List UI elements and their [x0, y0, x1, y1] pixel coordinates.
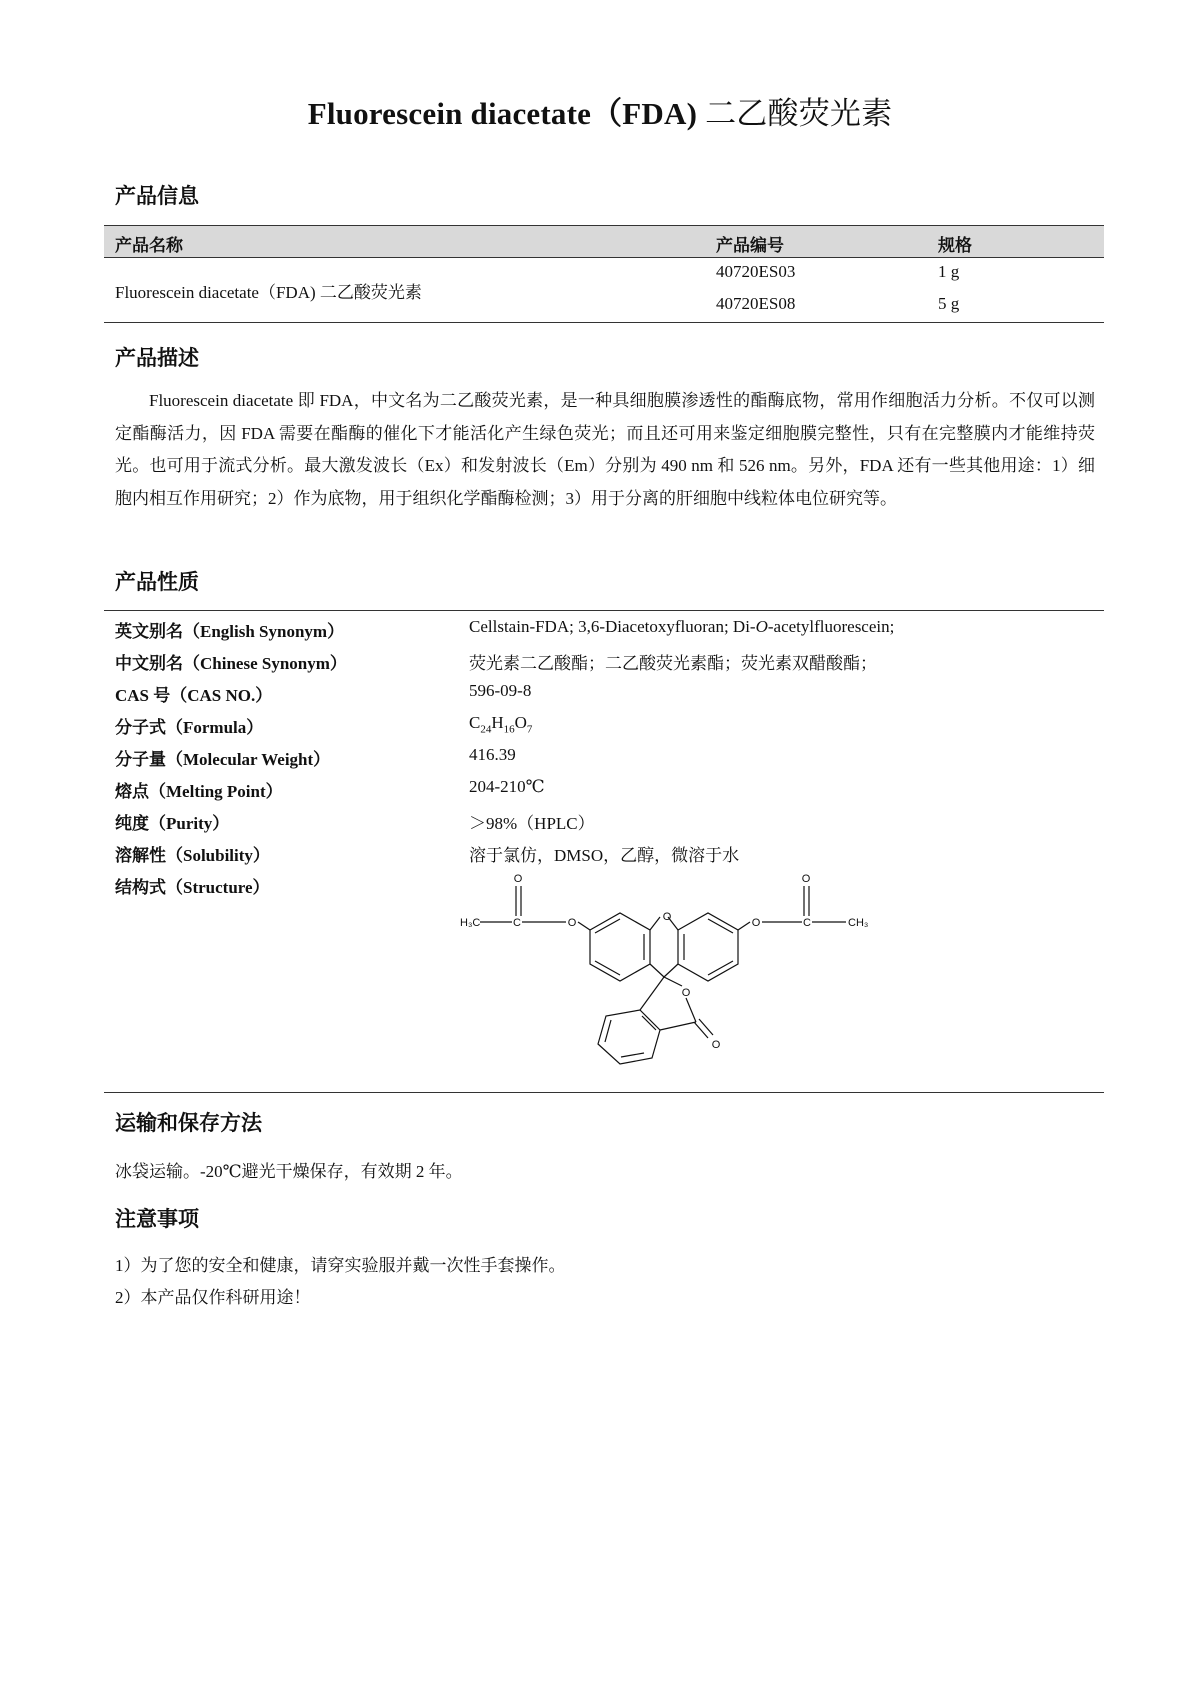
section-heading-storage: 运输和保存方法 [115, 1111, 262, 1135]
methyl-left-label: H₃C [460, 917, 481, 929]
section-heading-info: 产品信息 [115, 184, 199, 208]
lactone-oxygen-label: O [681, 987, 691, 999]
title-chinese: 二乙酸荧光素 [697, 96, 893, 131]
property-value: 溶于氯仿，DMSO，乙醇，微溶于水 [469, 846, 740, 865]
property-row [104, 707, 1104, 739]
product-info-table [104, 225, 1104, 323]
cell-product-name: Fluorescein diacetate（FDA) 二乙酸荧光素 [115, 283, 422, 302]
table-body [104, 258, 1104, 323]
property-value: 596-09-8 [469, 681, 532, 700]
page-title [0, 88, 1200, 133]
title-english: Fluorescein diacetate（FDA) [307, 96, 698, 131]
ring-oxygen-label: O [662, 911, 672, 923]
header-spec: 规格 [938, 236, 972, 255]
cell-spec-row-2: 5 g [938, 294, 960, 313]
carbon-right-label: C [803, 917, 811, 929]
methyl-right-label: CH₃ [848, 917, 869, 929]
cell-code-row-1: 40720ES03 [716, 262, 796, 281]
property-row [104, 643, 1104, 675]
property-row [104, 771, 1104, 803]
table-header-row [104, 225, 1104, 258]
properties-table [104, 610, 1104, 899]
property-value: ＞98%（HPLC） [469, 814, 595, 833]
property-label: CAS 号（CAS NO.） [115, 686, 273, 705]
carbon-left-label: C [513, 917, 521, 929]
cell-spec-row-1: 1 g [938, 262, 960, 281]
formula-value: $C_{24}H_{16}O_7$ [469, 713, 533, 736]
cell-code-row-2: 40720ES08 [716, 294, 796, 313]
header-product-code: 产品编号 [716, 236, 784, 255]
ester-oxygen-left-label: O [567, 917, 577, 929]
property-value: 204-210℃ [469, 777, 545, 796]
property-row [104, 611, 1104, 643]
section-heading-description: 产品描述 [115, 346, 199, 370]
ester-oxygen-right-label: O [751, 917, 761, 929]
description-paragraph: Fluorescein diacetate 即 FDA，中文名为二乙酸荧光素，是一种具细胞膜渗透性的酯酶底物，常用作细胞活力分析。不仅可以测定酯酶活力，因 FDA 需要在酯酶的催化下才能活化产生绿色荧光；而且还可用来鉴定细胞膜完整性，只有在完整膜内才能维持荧光。也可用于流式分析。最大激发波长（Ex）和发射波长（Em）分别为 490 nm 和 526 nm。另外，FDA 还有一些其他用途：1）细胞内相互作用研究；2）作为底物，用于组织化学酯酶检测；3）用于分离的肝细胞中线粒体电位研究等。 [115, 391, 1095, 508]
lactone-carbonyl-label: O [711, 1039, 721, 1051]
carbonyl-oxygen-left-label: O [513, 873, 523, 885]
property-label: 熔点（Melting Point） [115, 782, 283, 801]
header-product-name: 产品名称 [115, 236, 183, 255]
property-row [104, 739, 1104, 771]
section-heading-notes: 注意事项 [115, 1207, 199, 1231]
property-value: Cellstain-FDA; 3,6-Diacetoxyfluoran; Di-O-acetylfluorescein; [469, 617, 895, 636]
property-row [104, 675, 1104, 707]
property-label: 分子量（Molecular Weight） [115, 750, 331, 769]
property-label: 结构式（Structure） [115, 878, 270, 897]
property-label: 中文别名（Chinese Synonym） [115, 654, 347, 673]
property-row [104, 835, 1104, 867]
note-item: 1）为了您的安全和健康，请穿实验服并戴一次性手套操作。 [115, 1256, 566, 1275]
note-item: 2）本产品仅作科研用途！ [115, 1288, 311, 1307]
ring-right [678, 913, 738, 981]
property-row [104, 803, 1104, 835]
section-heading-properties: 产品性质 [115, 570, 199, 594]
properties-bottom-rule [104, 1092, 1104, 1093]
property-label: 纯度（Purity） [115, 814, 230, 833]
property-label: 英文别名（English Synonym） [115, 622, 345, 641]
carbonyl-oxygen-right-label: O [801, 873, 811, 885]
property-value: 荧光素二乙酸酯；二乙酸荧光素酯；荧光素双醋酸酯； [469, 654, 877, 673]
ring-left [590, 913, 650, 981]
structure-diagram [460, 870, 900, 1085]
property-label: 溶解性（Solubility） [115, 846, 270, 865]
storage-text: 冰袋运输。-20℃避光干燥保存，有效期 2 年。 [115, 1162, 463, 1181]
property-label: 分子式（Formula） [115, 718, 264, 737]
property-value: 416.39 [469, 745, 516, 764]
